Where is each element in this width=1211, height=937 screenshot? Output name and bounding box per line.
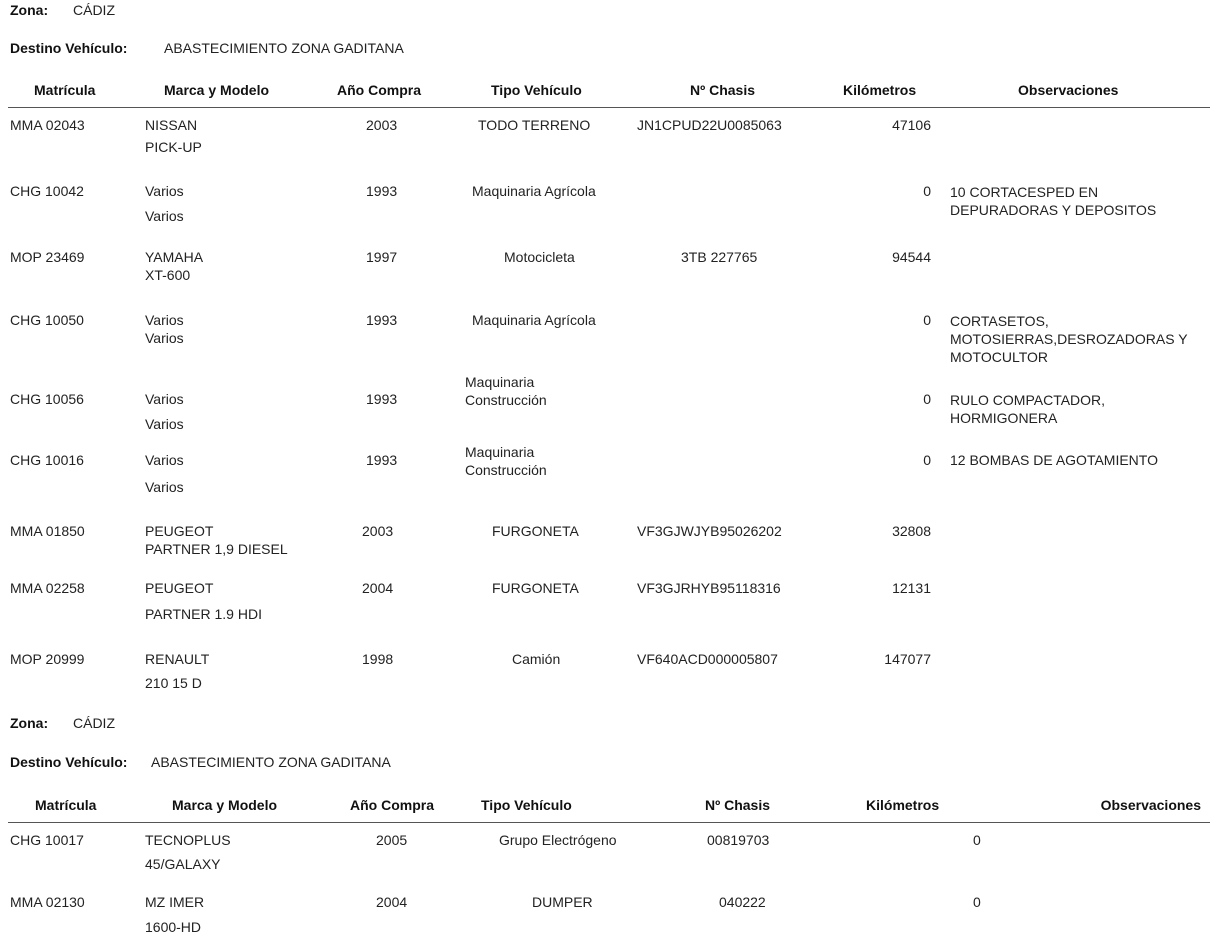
destino-label: Destino Vehículo:: [10, 40, 128, 56]
cell-modelo: XT-600: [145, 267, 191, 283]
destino-value: ABASTECIMIENTO ZONA GADITANA: [164, 40, 404, 56]
cell-marca: Varios: [145, 183, 184, 199]
header-matricula: Matrícula: [34, 82, 96, 98]
cell-anio: 2003: [362, 523, 394, 539]
cell-chasis: VF3GJWJYB95026202: [637, 523, 782, 539]
header-anio-compra: Año Compra: [350, 797, 434, 813]
cell-anio: 2004: [376, 894, 408, 910]
cell-matricula: CHG 10056: [10, 391, 84, 407]
cell-marca: Varios: [145, 312, 184, 328]
cell-km: 47106: [892, 117, 931, 133]
cell-marca: PEUGEOT: [145, 523, 214, 539]
header-tipo-vehiculo: Tipo Vehículo: [491, 82, 582, 98]
cell-matricula: MMA 02043: [10, 117, 85, 133]
cell-anio: 2005: [376, 832, 408, 848]
cell-km: 0: [923, 183, 931, 199]
cell-marca: TECNOPLUS: [145, 832, 231, 848]
cell-tipo: Camión: [512, 651, 561, 667]
cell-chasis: 00819703: [707, 832, 770, 848]
header-rule: [8, 822, 1210, 823]
cell-marca: MZ IMER: [145, 894, 205, 910]
cell-km: 12131: [892, 580, 931, 596]
cell-matricula: CHG 10050: [10, 312, 84, 328]
cell-tipo: FURGONETA: [492, 523, 579, 539]
cell-chasis: 040222: [719, 894, 766, 910]
cell-tipo: FURGONETA: [492, 580, 579, 596]
cell-marca: Varios: [145, 391, 184, 407]
cell-anio: 1993: [366, 183, 398, 199]
cell-anio: 2004: [362, 580, 394, 596]
cell-km: 147077: [884, 651, 931, 667]
cell-marca: NISSAN: [145, 117, 198, 133]
header-tipo-vehiculo: Tipo Vehículo: [481, 797, 572, 813]
cell-chasis: 3TB 227765: [681, 249, 758, 265]
cell-km: 0: [923, 452, 931, 468]
cell-marca: RENAULT: [145, 651, 210, 667]
cell-matricula: MOP 23469: [10, 249, 85, 265]
cell-matricula: CHG 10017: [10, 832, 84, 848]
cell-tipo: DUMPER: [532, 894, 593, 910]
zona-value: CÁDIZ: [73, 2, 115, 18]
destino-label: Destino Vehículo:: [10, 754, 128, 770]
cell-matricula: MMA 02258: [10, 580, 85, 596]
cell-modelo: 210 15 D: [145, 675, 202, 691]
cell-observaciones: CORTASETOS, MOTOSIERRAS,DESROZADORAS Y MOTOCULTOR: [950, 313, 1188, 365]
cell-modelo: PARTNER 1,9 DIESEL: [145, 541, 288, 557]
cell-km: 0: [923, 391, 931, 407]
cell-anio: 1993: [366, 452, 398, 468]
header-kilometros: Kilómetros: [843, 82, 917, 98]
zona-label: Zona:: [10, 715, 49, 731]
cell-chasis: JN1CPUD22U0085063: [637, 117, 782, 133]
cell-matricula: CHG 10042: [10, 183, 84, 199]
cell-modelo: PICK-UP: [145, 139, 202, 155]
cell-marca: PEUGEOT: [145, 580, 214, 596]
header-kilometros: Kilómetros: [866, 797, 940, 813]
cell-observaciones: 10 CORTACESPED EN DEPURADORAS Y DEPOSITOS: [950, 184, 1157, 218]
cell-matricula: MOP 20999: [10, 651, 85, 667]
cell-km: 32808: [892, 523, 931, 539]
cell-anio: 1993: [366, 312, 398, 328]
cell-tipo: Maquinaria Agrícola: [472, 312, 596, 328]
cell-modelo: Varios: [145, 416, 184, 432]
cell-anio: 2003: [366, 117, 398, 133]
cell-tipo: Maquinaria Construcción: [465, 444, 547, 478]
cell-modelo: Varios: [145, 330, 184, 346]
header-matricula: Matrícula: [35, 797, 97, 813]
cell-modelo: 1600-HD: [145, 919, 202, 935]
cell-marca: Varios: [145, 452, 184, 468]
cell-modelo: 45/GALAXY: [145, 856, 221, 872]
header-rule: [8, 107, 1210, 108]
cell-tipo: Grupo Electrógeno: [499, 832, 617, 848]
header-chasis: Nº Chasis: [690, 82, 756, 98]
header-chasis: Nº Chasis: [705, 797, 771, 813]
header-marca-modelo: Marca y Modelo: [164, 82, 270, 98]
cell-tipo: Maquinaria Construcción: [465, 374, 547, 408]
header-observaciones: Observaciones: [1018, 82, 1119, 98]
cell-km: 94544: [892, 249, 931, 265]
cell-anio: 1997: [366, 249, 398, 265]
cell-observaciones: RULO COMPACTADOR, HORMIGONERA: [950, 392, 1106, 426]
cell-tipo: TODO TERRENO: [478, 117, 591, 133]
cell-chasis: VF640ACD000005807: [637, 651, 778, 667]
cell-observaciones: 12 BOMBAS DE AGOTAMIENTO: [950, 452, 1158, 468]
destino-value: ABASTECIMIENTO ZONA GADITANA: [151, 754, 391, 770]
cell-km: 0: [923, 312, 931, 328]
cell-modelo: PARTNER 1.9 HDI: [145, 606, 262, 622]
cell-tipo: Maquinaria Agrícola: [472, 183, 596, 199]
cell-anio: 1993: [366, 391, 398, 407]
cell-km: 0: [973, 894, 981, 910]
cell-anio: 1998: [362, 651, 394, 667]
cell-modelo: Varios: [145, 479, 184, 495]
cell-matricula: MMA 01850: [10, 523, 85, 539]
cell-modelo: Varios: [145, 208, 184, 224]
header-marca-modelo: Marca y Modelo: [172, 797, 278, 813]
cell-matricula: MMA 02130: [10, 894, 85, 910]
cell-km: 0: [973, 832, 981, 848]
cell-chasis: VF3GJRHYB95118316: [637, 580, 781, 596]
zona-value: CÁDIZ: [73, 715, 115, 731]
header-observaciones: Observaciones: [1100, 797, 1201, 813]
zona-label: Zona:: [10, 2, 49, 18]
cell-matricula: CHG 10016: [10, 452, 84, 468]
header-anio-compra: Año Compra: [337, 82, 421, 98]
cell-tipo: Motocicleta: [504, 249, 575, 265]
cell-marca: YAMAHA: [145, 249, 204, 265]
